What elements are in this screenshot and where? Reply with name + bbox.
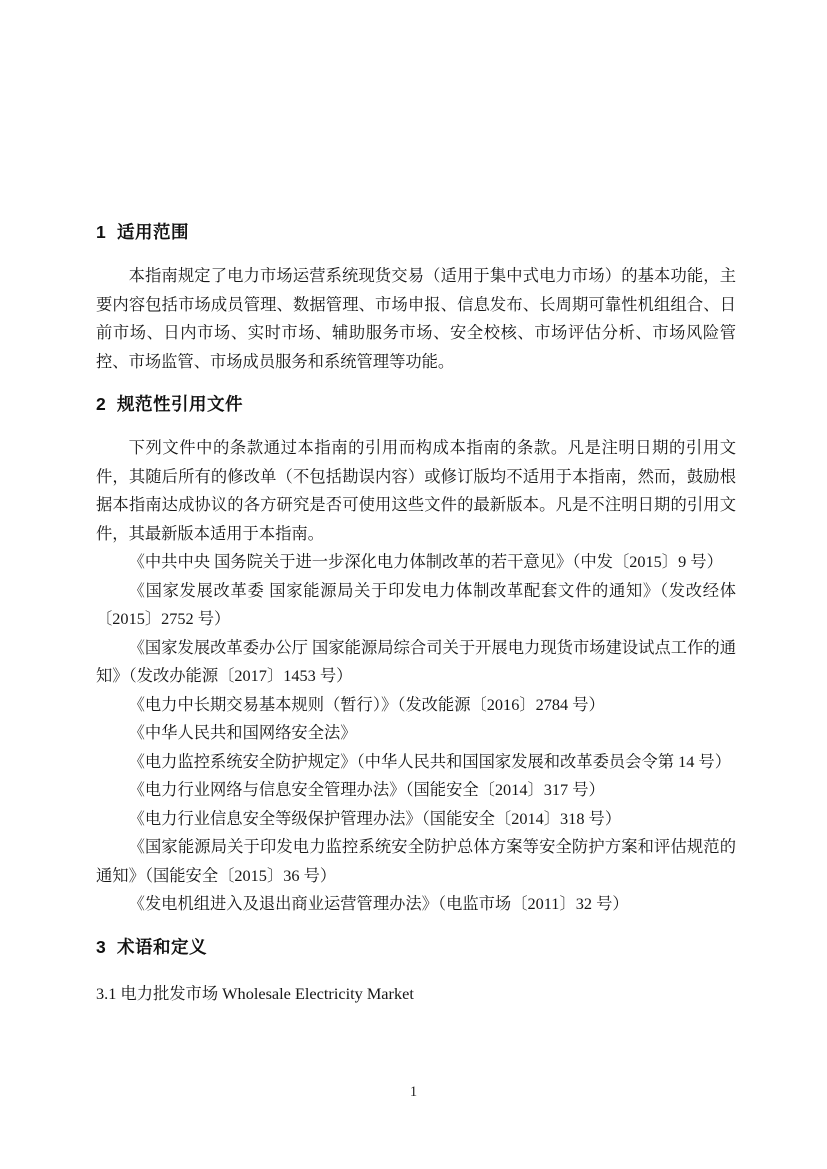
- reference-item: 《国家发展改革委 国家能源局关于印发电力体制改革配套文件的通知》（发改经体〔2015〕2752 号）: [96, 580, 736, 628]
- reference-item: 《国家能源局关于印发电力监控系统安全防护总体方案等安全防护方案和评估规范的通知》（国能安全〔2015〕36 号）: [96, 837, 736, 885]
- reference-item: 《电力监控系统安全防护规定》（中华人民共和国国家发展和改革委员会令第 14 号）: [128, 751, 731, 771]
- normative-references-intro-paragraph: 下列文件中的条款通过本指南的引用而构成本指南的条款。凡是注明日期的引用文件，其随后所有的修改单（不包括勘误内容）或修订版均不适用于本指南，然而，鼓励根据本指南达成协议的各方研究是否可使用这些文件的最新版本。凡是不注明日期的引用文件，其最新版本适用于本指南。: [96, 438, 736, 543]
- document-content: [96, 219, 736, 1008]
- term-definition-line: 3.1 电力批发市场 Wholesale Electricity Market: [96, 983, 414, 1003]
- section-heading-terms-and-definitions: 3 术语和定义: [96, 936, 207, 957]
- reference-item: 《电力行业网络与信息安全管理办法》（国能安全〔2014〕317 号）: [128, 780, 605, 799]
- reference-list: [96, 548, 736, 919]
- section-heading-scope: 1 适用范围: [96, 222, 189, 242]
- reference-item: 《中华人民共和国网络安全法》: [128, 723, 357, 742]
- reference-item: 《电力行业信息安全等级保护管理办法》（国能安全〔2014〕318 号）: [128, 808, 622, 828]
- reference-item: 《发电机组进入及退出商业运营管理办法》（电监市场〔2011〕32 号）: [128, 894, 629, 913]
- scope-paragraph: 本指南规定了电力市场运营系统现货交易（适用于集中式电力市场）的基本功能，主要内容包括市场成员管理、数据管理、市场申报、信息发布、长周期可靠性机组组合、日前市场、日内市场、实时市场、辅助服务市场、安全校核、市场评估分析、市场风险管控、市场监管、市场成员服务和系统管理等功能。: [96, 266, 736, 371]
- section-heading-normative-references: 2 规范性引用文件: [96, 394, 243, 414]
- reference-item: 《中共中央 国务院关于进一步深化电力体制改革的若干意见》（中发〔2015〕9 号）: [128, 552, 723, 571]
- reference-item: 《电力中长期交易基本规则（暂行）》（发改能源〔2016〕2784 号）: [128, 694, 605, 714]
- page-number: 1: [409, 1084, 418, 1100]
- reference-item: 《国家发展改革委办公厅 国家能源局综合司关于开展电力现货市场建设试点工作的通知》（发改办能源〔2017〕1453 号）: [96, 637, 736, 685]
